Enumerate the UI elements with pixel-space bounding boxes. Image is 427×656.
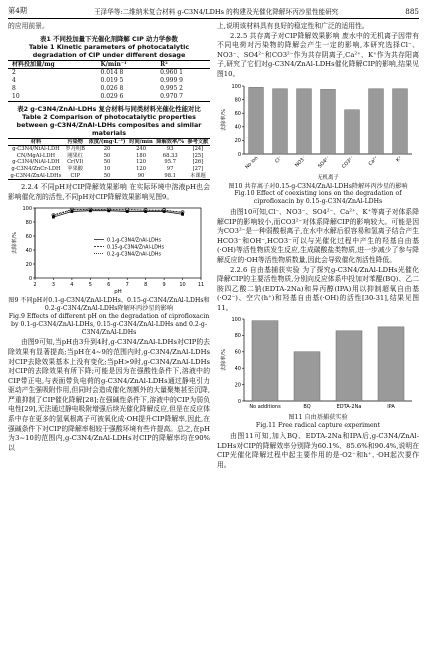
x-tick-label: 3 <box>51 282 56 289</box>
y-tick-label: 20 <box>234 382 241 389</box>
x-tick-label: EDTA-2Na <box>336 404 362 411</box>
bar <box>252 321 278 401</box>
table-row: 10 0.029 6 0.970 7 <box>8 93 210 101</box>
y-tick-label: 40 <box>25 248 32 255</box>
bar <box>345 109 360 153</box>
table2-header: 浓度/(mg·L⁻¹) <box>88 138 126 145</box>
fig10-caption: 图10 共存离子对0.15-g-C3N4/ZnAl-LDHs降解环丙沙星的影响 Fig.10 Effect of coexisting ions on the degradation of ciprofloxacin by 0.15-g-C3N4/ZnAl-LDHs <box>228 182 408 206</box>
y-tick-label: 80 <box>234 333 241 340</box>
fig10-bar-chart <box>218 82 418 182</box>
bar <box>273 88 288 153</box>
paragraph-after-fig9: 由图9可知,当pH由3升到4时,g-C3N4/ZnAl-LDHs对CIP的去除效果有显著提高;当pH在4~9的范围内时,g-C3N4/ZnAl-LDHs对CIP去除效果基本上没有变化;当pH>9时,g-C3N4/ZnAl-LDHs对CIP的去除效果有所下降;可能是因为在强酸性条件下,溶液中的CIP带正电,与表面带负电荷的g-C3N4/ZnAl-LDHs通过静电引力驱动产生强吸附作用,但同时会造成催化剂额外的大量聚集甚至沉降,严重抑制了CIP催化降解[28];在强碱性条件下,溶液中的CIP为弱负电性[29],无法通过静电吸附增强后续光催化降解反应,但是在反应体系中存在更多的氢氧根离子可被氧化成·OH提升CIP降解率,因此,在强碱条件下对CIP的降解率相较于强酸环境有些许提高。总之,在pH为3~10的范围内,g-C3N4/ZnAl-LDHs对CIP的降解率均在90%以 <box>8 338 210 452</box>
legend-label: 0.2-g-C3N4/ZnAl-LDHs <box>107 252 161 258</box>
x-tick-label: SO4²⁻ <box>317 155 332 170</box>
y-tick-label: 100 <box>231 83 241 90</box>
x-tick-label: 10 <box>179 282 186 289</box>
x-tick-label: CO3²⁻ <box>341 155 356 170</box>
right-column <box>217 22 419 470</box>
bar <box>294 352 320 401</box>
table-row: g-C3N4/ZnCr-LDH 苹果酸 10 120 97 [27] <box>11 165 204 172</box>
y-tick-label: 100 <box>22 206 32 213</box>
table-row: g-C3N4/NiAl-LDH Cr(VI) 50 120 95.7 [26] <box>12 159 204 166</box>
x-tick-label: 4 <box>70 282 74 289</box>
y-tick-label: 80 <box>25 220 32 227</box>
y-axis-label: 去除率/% <box>221 108 227 131</box>
y-tick-label: 20 <box>234 137 241 144</box>
legend-label: 0.15-g-C3N4/ZnAl-LDHs <box>107 245 165 251</box>
bar <box>249 87 264 154</box>
y-tick-label: 20 <box>25 262 32 269</box>
x-tick-label: Cl⁻ <box>274 155 284 165</box>
x-tick-label: 2 <box>33 282 37 289</box>
table2-header: 材料 <box>30 138 42 145</box>
y-tick-label: 40 <box>234 124 241 131</box>
x-tick-label: 11 <box>197 282 205 289</box>
table2-header: 污染物 <box>67 138 83 145</box>
y-tick-label: 100 <box>231 317 241 324</box>
table2 <box>8 138 210 181</box>
table2-header: 时间/min <box>129 138 153 145</box>
x-tick-label: 6 <box>107 282 111 289</box>
section-2-2-5: 2.2.5 共存离子对CIP降解效果影响 废水中的无机离子因带有不同电荷对污染物的降解会产生一定的影响,本研究选择Cl⁻、NO3⁻、SO4²⁻和CO3²⁻作为共存阴离子,Ca²⁺、K⁺作为共存阳离子,研究了它们对g-C3N4/ZnAl-LDHs催化降解CIP的影响,结果见图10。 <box>217 31 419 78</box>
fig9-line-chart <box>9 204 209 296</box>
y-tick-label: 0 <box>237 399 241 406</box>
table1 <box>8 60 210 102</box>
running-header <box>8 4 419 19</box>
x-tick-label: NO3⁻ <box>294 155 308 169</box>
page-number: 885 <box>405 6 419 16</box>
table1-header: K/min⁻¹ <box>100 60 127 68</box>
table1-caption: 表1 不同投加量下光催化剂降解 CIP 动力学参数 Table 1 Kinetic parameters of photocatalytic degradation of CIP under different dosage <box>28 34 190 59</box>
x-tick-label: Ca²⁺ <box>368 155 380 167</box>
y-tick-label: 0 <box>237 151 241 158</box>
intro-line: 的应用前景。 <box>8 22 49 30</box>
table1-header: R² <box>160 60 168 68</box>
table-row: 8 0.026 8 0.995 2 <box>12 84 183 92</box>
table-row: 4 0.019 5 0.999 9 <box>12 77 183 85</box>
table2-header: 降解效率/% <box>156 138 184 145</box>
y-tick-label: 40 <box>234 366 241 373</box>
x-tick-label: IPA <box>387 404 395 411</box>
bar <box>297 88 312 153</box>
y-tick-label: 60 <box>234 350 241 357</box>
section-2-2-4: 2.2.4 不同pH对CIP降解效果影响 在实际环境中溶液pH也会影响催化剂的活性,不同pH对CIP降解效果影响见图9。 <box>8 183 210 201</box>
x-tick-label: 7 <box>125 282 129 289</box>
y-tick-label: 60 <box>234 110 241 117</box>
table-row: 2 0.014 8 0.960 1 <box>12 69 183 77</box>
bar <box>378 327 404 401</box>
fig11-bar-chart <box>218 315 418 413</box>
x-tick-label: 8 <box>144 282 148 289</box>
section-2-2-6: 2.2.6 自由基捕获实验 为了探究g-C3N4/ZnAl-LDHs光催化降解CIP的主要活性物质,分别向反应体系中投加对苯醌(BQ)、乙二胺四乙酸二钠(EDTA-2Na)和异丙醇(IPA)用以抑制超氧自由基(·O2⁻)、空穴(h⁺)和羟基自由基(·OH)的活性[30-31],结果见图11。 <box>217 265 419 312</box>
legend-label: 0.1-g-C3N4/ZnAl-LDHs <box>107 238 161 244</box>
y-tick-label: 60 <box>25 234 32 241</box>
y-tick-label: 80 <box>234 96 241 103</box>
table-row: g-C3N4/ZnAl-LDHs CIP 50 90 98.1 本课题 <box>8 173 210 180</box>
x-tick-label: 5 <box>88 282 92 289</box>
x-tick-label: No ion <box>245 155 260 170</box>
paragraph-after-fig11: 由图11可知,加入BQ、EDTA-2Na和IPA后,g-C3N4/ZnAl-LDHs对CIP的降解效率分别降为60.1%、85.6%和90.4%,说明在CIP光催化降解过程中起主要作用的是·O2⁻和h⁺、·OH起次要作用。 <box>217 432 419 469</box>
header-title: 王泽华等:二维纳米复合材料 g-C3N4/LDHs 的构建及光催化降解环丙沙星性能研究 <box>93 8 339 16</box>
bar <box>393 88 408 153</box>
fig9-caption: 图9 不同pH对0.1-g-C3N4/ZnAl-LDHs、0.15-g-C3N4/ZnAl-LDHs和0.2-g-C3N4/ZnAl-LDHs降解环丙沙星的影响 Fig.9 Effects of different pH on the degradation of ciprofloxacin by 0.1-g-C3N4/ZnAl-LDHs, 0.15-g-C3N4/ZnAl-LDHs and 0.2-g-C3N4/ZnAl-LDHs <box>8 297 210 336</box>
y-tick-label: 0 <box>28 276 32 283</box>
issue-number: 第4期 <box>8 6 27 15</box>
bar <box>336 331 362 401</box>
x-tick-label: BQ <box>303 404 311 411</box>
paragraph-after-fig10: 由图10可知,Cl⁻、NO3⁻、SO4²⁻、Ca²⁺、K⁺等离子对体系降解CIP的影响较小,而CO3²⁻对体系降解CIP的影响较大。可能是因为CO3²⁻是一种弱酸根离子,在水中水解后很容易和氢离子结合产生HCO3⁻和OH⁻,HCO3⁻可以与光催化过程中产生的羟基自由基(·OH)等活性物质发生反应,生成碳酸盐类物质,进一步减少了参与降解反应的·OH等活性物质数量,因此会导致催化剂活性降低。 <box>217 207 419 264</box>
bar <box>369 88 384 153</box>
x-axis-label: pH <box>114 289 122 296</box>
table2-caption: 表2 g-C3N4/ZnAl-LDHs 复合材料与同类材料光催化性能对比 Table 2 Comparison of photocatalytic properties between g-C3N4/ZnAl-LDHs composites and similar materials <box>16 104 202 137</box>
x-tick-label: No additions <box>249 404 281 411</box>
table2-header: 参考文献 <box>187 138 209 145</box>
fig11-caption: 图11 自由基捕获实验 Fig.11 Free radical capture experiment <box>255 414 381 430</box>
x-tick-label: K⁺ <box>395 155 404 163</box>
table-row: CN/MgAl-LDH 刚果红 50 180 68.33 [25] <box>16 152 204 159</box>
y-axis-label: 去除率/% <box>12 232 18 255</box>
left-column <box>8 22 210 453</box>
y-axis-label: 去除率/% <box>221 349 227 372</box>
bar <box>321 89 336 154</box>
table1-header: 材料投加量/mg <box>12 60 55 68</box>
x-tick-label: 9 <box>162 282 166 289</box>
x-axis-label: 无机离子 <box>317 174 339 181</box>
continuation-line: 上,说明该材料具有良好的稳定性和广泛的适用性。 <box>217 22 369 30</box>
table-row: g-C3N4/NiAl-LDH 罗丹明B 20 240 93 [24] <box>12 146 204 153</box>
